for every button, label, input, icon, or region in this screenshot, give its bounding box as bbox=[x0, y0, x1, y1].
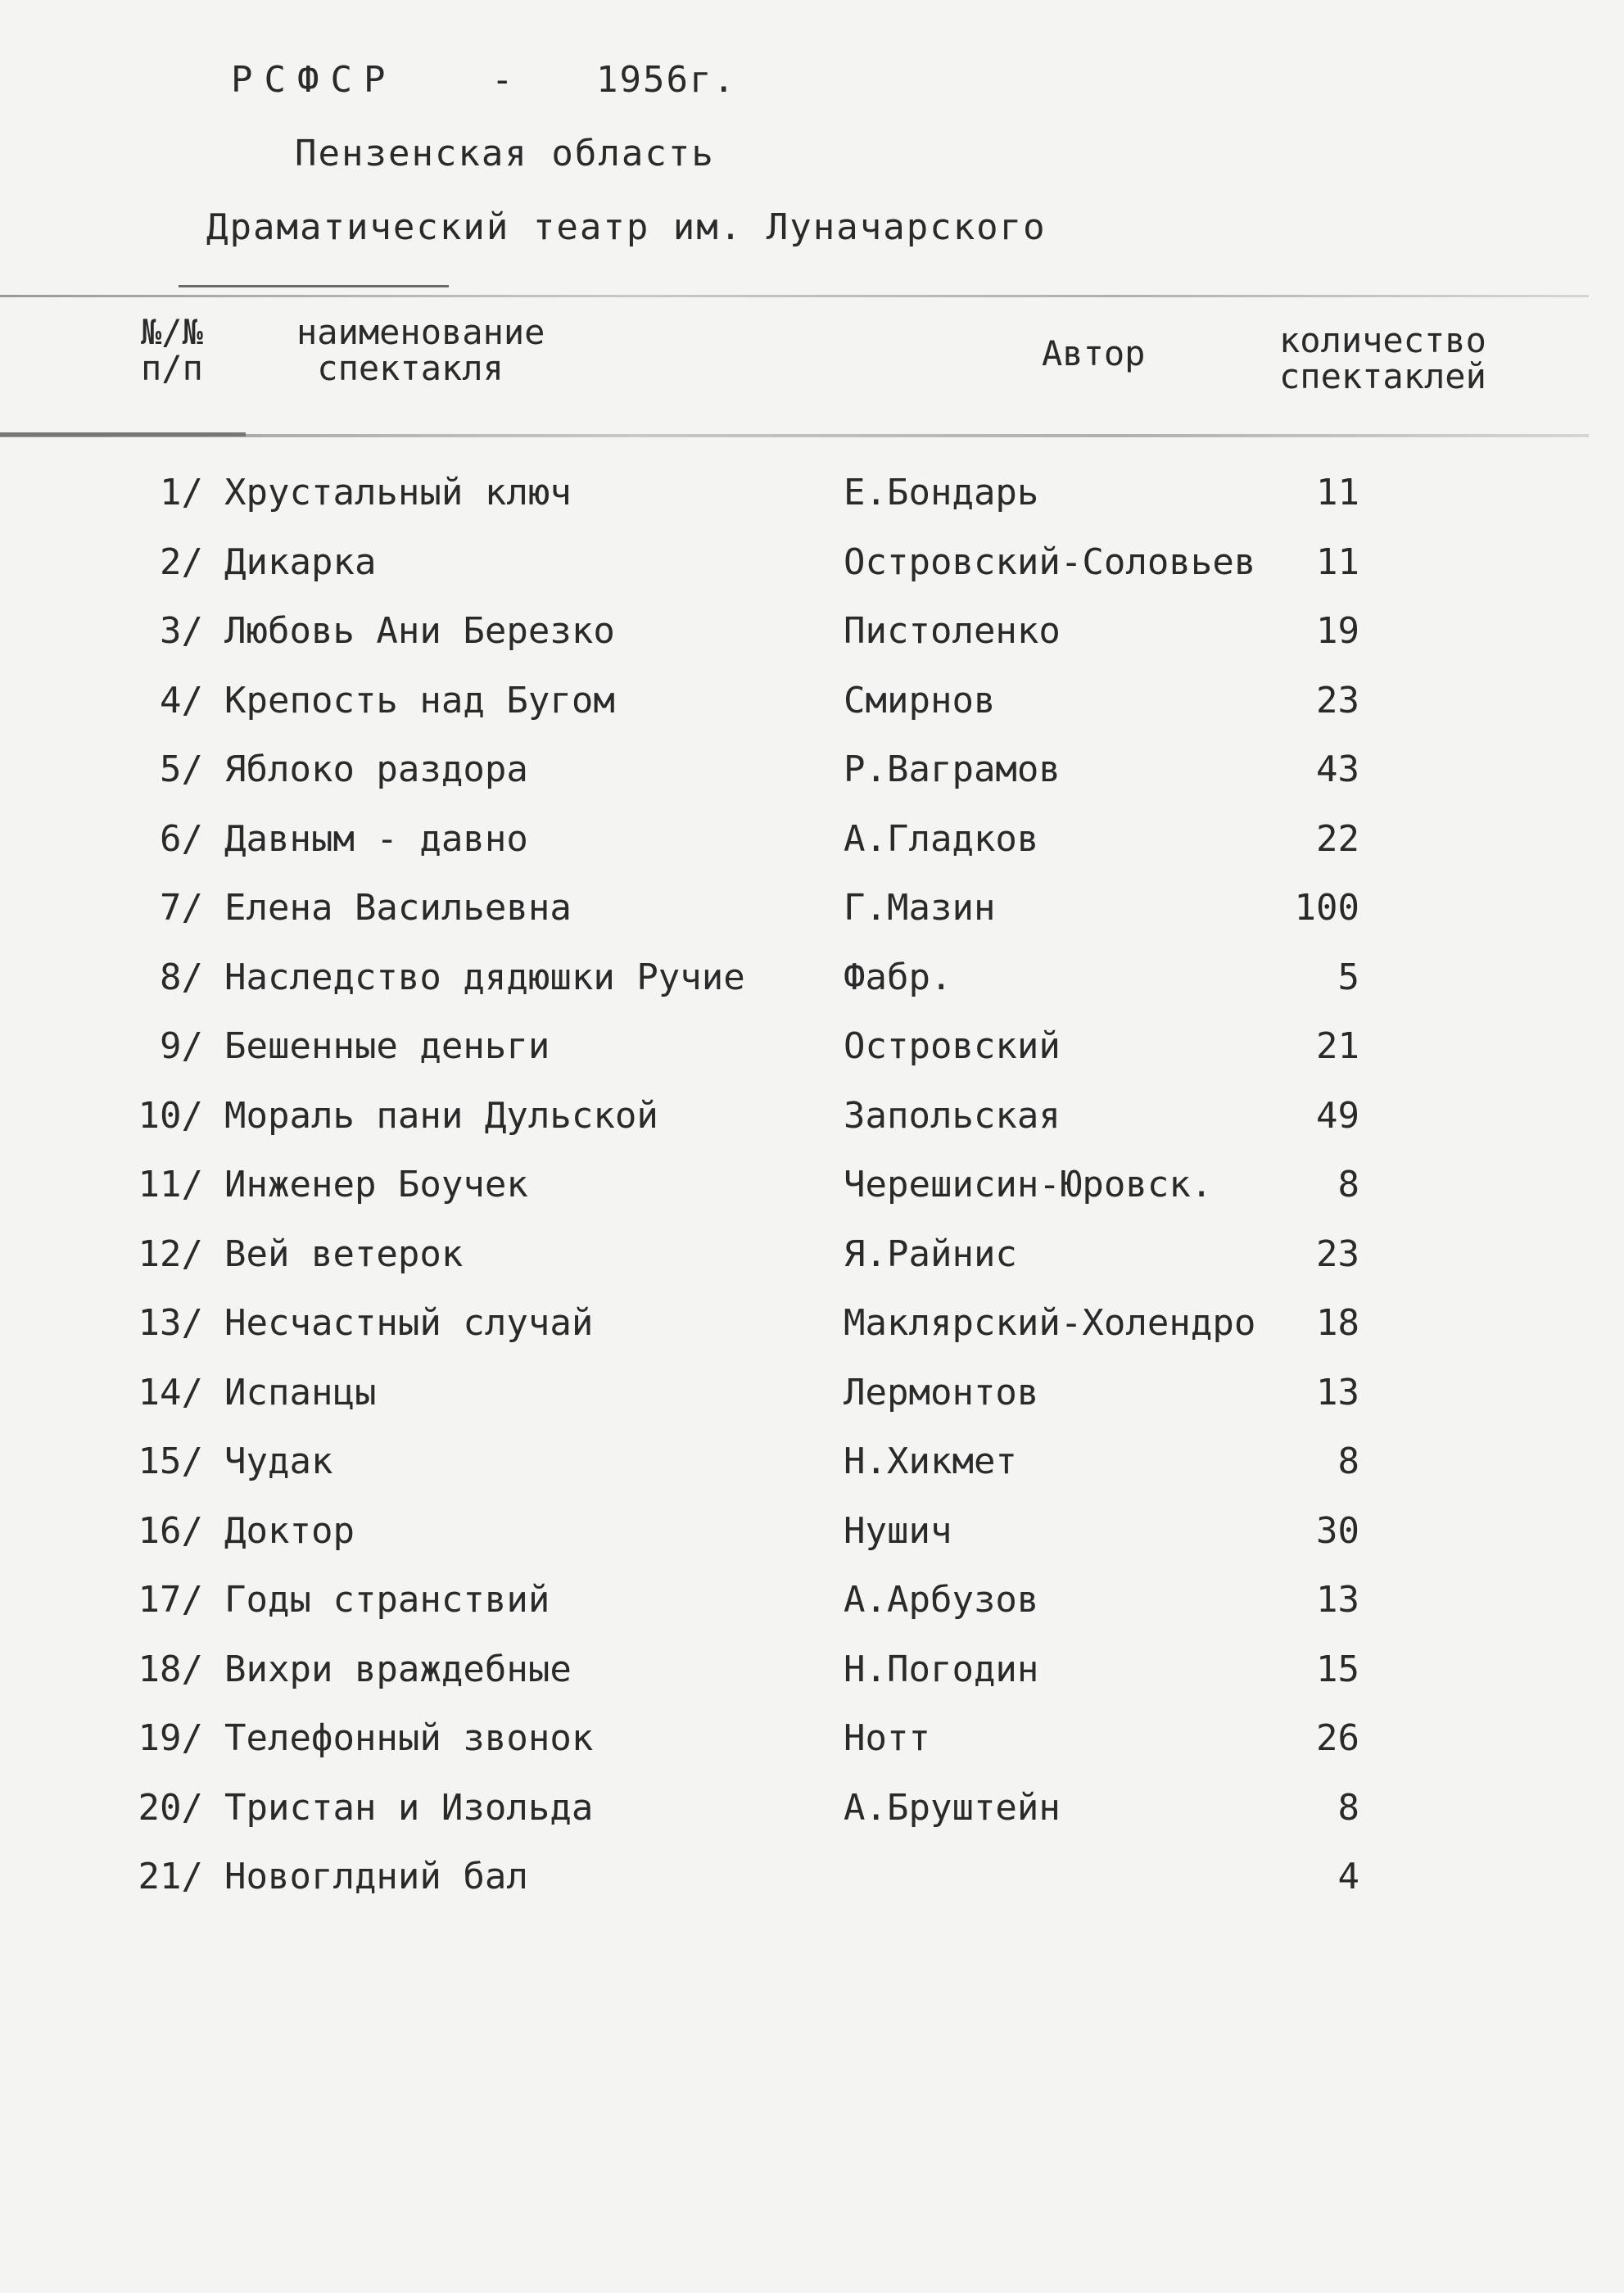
table-row bbox=[0, 1784, 1624, 1833]
performance-count: 26 bbox=[1316, 1717, 1359, 1759]
row-number: 1/ bbox=[160, 472, 203, 513]
row-number: 3/ bbox=[160, 610, 203, 652]
performance-author: А.Бруштейн bbox=[844, 1786, 1061, 1829]
row-number: 4/ bbox=[160, 679, 203, 721]
row-number: 6/ bbox=[160, 817, 203, 860]
performance-title: Наследство дядюшки Ручие bbox=[224, 956, 745, 998]
performance-title: Дикарка bbox=[224, 540, 377, 583]
theatre-heading: Драматический театр им. Луначарского bbox=[206, 206, 1047, 248]
row-number: 14/ bbox=[138, 1371, 203, 1413]
performance-author: Нотт bbox=[844, 1717, 930, 1759]
performance-author: Нушич bbox=[844, 1509, 952, 1552]
performance-author: Маклярский-Холендро bbox=[844, 1302, 1256, 1344]
performance-title: Инженер Боучек bbox=[224, 1164, 528, 1205]
heading-dash: - bbox=[491, 59, 515, 101]
table-row bbox=[0, 1092, 1624, 1141]
performance-title: Елена Васильевна bbox=[224, 887, 572, 929]
performance-count: 23 bbox=[1316, 1232, 1359, 1275]
performance-author: Н.Погодин bbox=[844, 1648, 1039, 1690]
performance-count: 11 bbox=[1316, 472, 1359, 513]
region-heading: Пензенская область bbox=[295, 133, 715, 174]
table-row bbox=[0, 468, 1624, 518]
row-number: 20/ bbox=[138, 1786, 203, 1829]
table-row bbox=[0, 1437, 1624, 1486]
table-header-rule-dark bbox=[0, 432, 246, 436]
table-row bbox=[0, 815, 1624, 864]
performance-count: 8 bbox=[1337, 1164, 1359, 1205]
performance-count: 18 bbox=[1316, 1302, 1359, 1344]
performance-count: 49 bbox=[1316, 1094, 1359, 1137]
performance-count: 15 bbox=[1316, 1648, 1359, 1690]
performance-count: 43 bbox=[1316, 749, 1359, 790]
table-row bbox=[0, 1576, 1624, 1625]
performance-author: Островский bbox=[844, 1025, 1061, 1067]
performance-title: Давным - давно bbox=[224, 817, 528, 860]
row-number: 13/ bbox=[138, 1302, 203, 1344]
row-number: 8/ bbox=[160, 956, 203, 998]
performance-author: Лермонтов bbox=[844, 1371, 1039, 1413]
row-number: 19/ bbox=[138, 1717, 203, 1759]
table-row bbox=[0, 676, 1624, 726]
performance-title: Доктор bbox=[224, 1509, 355, 1552]
performance-author: Фабр. bbox=[844, 956, 952, 998]
table-top-rule bbox=[0, 295, 1589, 297]
performance-count: 8 bbox=[1337, 1440, 1359, 1482]
performance-title: Яблоко раздора bbox=[224, 749, 528, 790]
performance-author: Черешисин-Юровск. bbox=[844, 1164, 1213, 1205]
performance-count: 8 bbox=[1337, 1786, 1359, 1829]
performance-author: Пистоленко bbox=[844, 610, 1061, 652]
performance-title: Новоглдний бал bbox=[224, 1856, 528, 1897]
performance-title: Любовь Ани Березко bbox=[224, 610, 615, 652]
row-number: 16/ bbox=[138, 1509, 203, 1552]
performance-count: 22 bbox=[1316, 817, 1359, 860]
row-number: 5/ bbox=[160, 749, 203, 790]
performance-title: Испанцы bbox=[224, 1371, 377, 1413]
table-row bbox=[0, 1368, 1624, 1418]
performance-count: 19 bbox=[1316, 610, 1359, 652]
performance-title: Телефонный звонок bbox=[224, 1717, 594, 1759]
performance-author: Я.Райнис bbox=[844, 1232, 1017, 1275]
performance-title: Мораль пани Дульской bbox=[224, 1094, 658, 1137]
row-number: 9/ bbox=[160, 1025, 203, 1067]
table-row bbox=[0, 1852, 1624, 1902]
performance-title: Чудак bbox=[224, 1440, 333, 1482]
performance-author: Островский-Соловьев bbox=[844, 540, 1256, 583]
performance-count: 21 bbox=[1316, 1025, 1359, 1067]
performance-title: Годы странствий bbox=[224, 1579, 550, 1621]
performance-title: Вихри враждебные bbox=[224, 1648, 572, 1690]
row-number: 7/ bbox=[160, 887, 203, 929]
row-number: 12/ bbox=[138, 1232, 203, 1275]
table-row bbox=[0, 1230, 1624, 1279]
performance-author: Н.Хикмет bbox=[844, 1440, 1017, 1482]
underline-rule bbox=[179, 285, 449, 287]
performance-count: 100 bbox=[1294, 887, 1359, 929]
table-row bbox=[0, 1299, 1624, 1348]
performance-count: 13 bbox=[1316, 1371, 1359, 1413]
performance-title: Крепость над Бугом bbox=[224, 679, 615, 721]
column-header-count: количество спектаклей bbox=[1279, 320, 1486, 396]
republic-heading: РСФСР bbox=[231, 59, 397, 101]
performance-title: Вей ветерок bbox=[224, 1232, 464, 1275]
row-number: 21/ bbox=[138, 1856, 203, 1897]
column-header-title: наименование спектакля bbox=[296, 312, 545, 388]
column-header-author: Автор bbox=[1042, 333, 1146, 373]
year-heading: 1956г. bbox=[596, 59, 736, 101]
performance-count: 11 bbox=[1316, 540, 1359, 583]
performance-title: Бешенные деньги bbox=[224, 1025, 550, 1067]
performance-title: Хрустальный ключ bbox=[224, 472, 572, 513]
performance-author: А.Гладков bbox=[844, 817, 1039, 860]
performance-author: Смирнов bbox=[844, 679, 996, 721]
table-row bbox=[0, 953, 1624, 1002]
performance-count: 4 bbox=[1337, 1856, 1359, 1897]
row-number: 15/ bbox=[138, 1440, 203, 1482]
row-number: 18/ bbox=[138, 1648, 203, 1690]
table-row bbox=[0, 1645, 1624, 1694]
table-row bbox=[0, 1022, 1624, 1071]
performance-author: А.Арбузов bbox=[844, 1579, 1039, 1621]
performance-count: 23 bbox=[1316, 679, 1359, 721]
performance-count: 5 bbox=[1337, 956, 1359, 998]
row-number: 10/ bbox=[138, 1094, 203, 1137]
performance-title: Несчастный случай bbox=[224, 1302, 594, 1344]
performance-author: Г.Мазин bbox=[844, 887, 996, 929]
row-number: 2/ bbox=[160, 540, 203, 583]
performance-title: Тристан и Изольда bbox=[224, 1786, 594, 1829]
performance-author: Р.Ваграмов bbox=[844, 749, 1061, 790]
column-header-number: №/№ п/п bbox=[141, 312, 203, 388]
table-row bbox=[0, 538, 1624, 587]
table-row bbox=[0, 1714, 1624, 1763]
table-row bbox=[0, 884, 1624, 933]
performance-author: Е.Бондарь bbox=[844, 472, 1039, 513]
row-number: 17/ bbox=[138, 1579, 203, 1621]
performance-count: 13 bbox=[1316, 1579, 1359, 1621]
performance-count: 30 bbox=[1316, 1509, 1359, 1552]
table-row bbox=[0, 607, 1624, 656]
table-row bbox=[0, 1507, 1624, 1556]
row-number: 11/ bbox=[138, 1164, 203, 1205]
table-row bbox=[0, 1160, 1624, 1210]
table-row bbox=[0, 745, 1624, 794]
performance-author: Запольская bbox=[844, 1094, 1061, 1137]
